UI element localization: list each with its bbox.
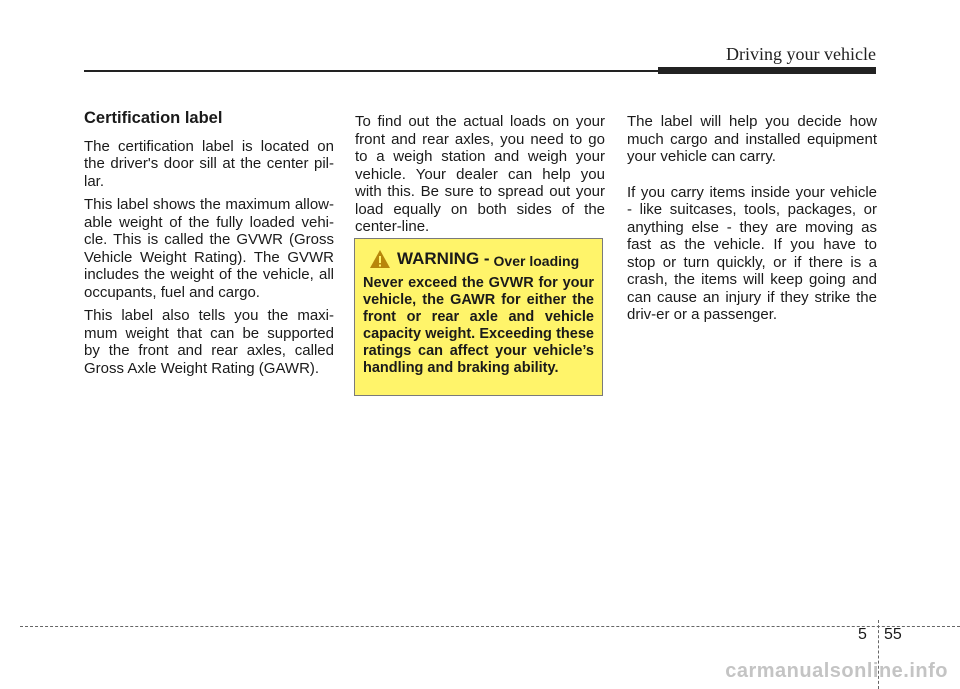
paragraph: The certification label is located on the driver's door sill at the center pil-lar. <box>84 137 334 190</box>
paragraph: To find out the actual loads on your front and rear axles, you need to go to a weigh station and weigh your vehicle. Your dealer can help you with this. Be sure to spread out your load equally on both sides of the center-line. <box>355 113 605 235</box>
header-rule <box>84 70 664 72</box>
warning-triangle-icon <box>369 249 391 269</box>
footer-rule <box>20 626 960 627</box>
column-1 <box>84 110 334 383</box>
column-3 <box>627 113 877 330</box>
warning-title <box>369 249 594 269</box>
chapter-number: 5 <box>858 626 867 643</box>
warning-label: WARNING - <box>397 249 490 268</box>
header-rule-thick <box>658 67 876 74</box>
paragraph: If you carry items inside your vehicle - like suitcases, tools, packages, or anything else - they are moving as fast as the vehicle. If you have to stop or turn quickly, or if there is a crash, the items will keep going and can cause an injury if they strike the driv-er or a passenger. <box>627 183 877 323</box>
paragraph: The label will help you decide how much cargo and installed equipment your vehicle can carry. <box>627 113 877 165</box>
header-title: Driving your vehicle <box>726 44 876 64</box>
warning-text: Never exceed the GVWR for your vehicle, the GAWR for either the front or rear axle and vehicle capacity weight. Exceeding these ratings can affect your vehicle’s handling and braking ability. <box>363 275 594 376</box>
page-number: 55 <box>884 626 902 643</box>
paragraph: This label also tells you the maxi-mum weight that can be supported by the front and rear axles, called Gross Axle Weight Rating (GAWR). <box>84 307 334 377</box>
watermark: carmanualsonline.info <box>725 660 948 682</box>
column-2 <box>355 113 605 242</box>
warning-subtitle: Over loading <box>493 253 580 269</box>
warning-box <box>354 238 603 396</box>
paragraph: This label shows the maximum allow-able weight of the fully loaded vehi-cle. This is called the GVWR (Gross Vehicle Weight Rating). The GVWR includes the weight of the vehicle, all occupants, fuel and cargo. <box>84 196 334 301</box>
section-heading: Certification label <box>84 109 223 127</box>
